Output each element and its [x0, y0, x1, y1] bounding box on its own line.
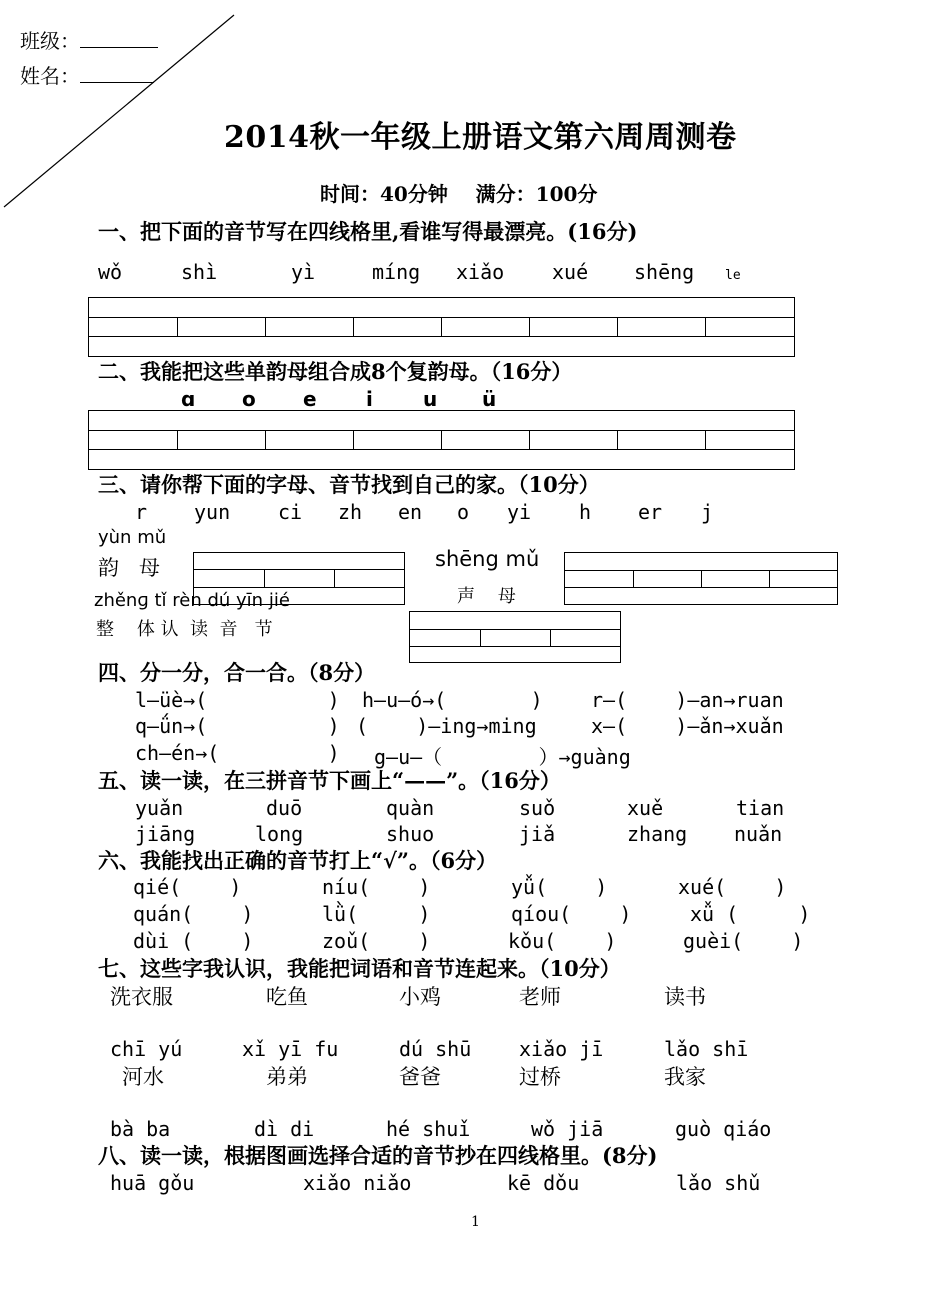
q4-heading: 四、分一分，合一合。（8分） [98, 660, 376, 685]
q7-pinyin: xǐ yī fu [242, 1037, 339, 1061]
q4-item: h—u—ó→( ) [362, 688, 543, 712]
q5-syllable: tian [736, 796, 785, 820]
q6-item: guèi( ) [683, 929, 804, 953]
q7-word: 小鸡 [399, 985, 441, 1009]
q7-word: 过桥 [519, 1065, 561, 1089]
q1-syllable: shēng [634, 260, 695, 284]
q5-syllable: zhang [627, 822, 688, 846]
q2-four-line-grid[interactable] [88, 410, 795, 470]
q8-syllable: huā gǒu [110, 1171, 195, 1195]
q6-item: lǜ( ) [322, 902, 431, 926]
q7-word: 老师 [519, 985, 561, 1009]
q6-item: kǒu( ) [508, 929, 617, 953]
q7-heading: 七、这些字我认识，我能把词语和音节连起来。（10分） [98, 956, 621, 981]
q2-heading: 二、我能把这些单韵母组合成8个复韵母。（16分） [98, 359, 573, 384]
q5-syllable: shuo [386, 822, 435, 846]
q3-zhengti-pinyin: zhěnɡ tǐ rèn dú yīn jié [94, 590, 290, 611]
q4-item: ch—én→( ) [135, 741, 340, 765]
q6-item: xué( ) [678, 875, 787, 899]
q5-syllable: xuě [627, 796, 664, 820]
q4-item: l—üè→( ) [135, 688, 340, 712]
q7-pinyin: hé shuǐ [386, 1117, 471, 1141]
q8-syllable: xiǎo niǎo [303, 1171, 412, 1195]
q6-item: qíou( ) [511, 902, 632, 926]
q7-pinyin: wǒ jiā [531, 1117, 604, 1141]
page-number: 1 [471, 1214, 480, 1230]
q7-word: 吃鱼 [266, 985, 308, 1009]
q2-vowel: o [242, 387, 256, 411]
q7-word: 弟弟 [266, 1065, 308, 1089]
q3-zhengti-house[interactable] [409, 611, 621, 663]
q1-syllable: xiǎo [456, 260, 505, 284]
q5-syllable: duō [266, 796, 303, 820]
q5-syllable: suǒ [519, 796, 556, 820]
q4-item: x—( )—ǎn→xuǎn [591, 714, 784, 738]
q5-syllable: yuǎn [135, 796, 184, 820]
q8-syllable: kē dǒu [507, 1171, 580, 1195]
q3-item: j [701, 500, 714, 524]
q1-heading: 一、把下面的音节写在四线格里,看谁写得最漂亮。(16分) [98, 219, 638, 244]
q7-pinyin: bà ba [110, 1117, 171, 1141]
q7-word: 读书 [664, 985, 706, 1009]
q6-item: qié( ) [133, 875, 242, 899]
q7-word: 河水 [122, 1065, 164, 1089]
q3-item: er [638, 500, 663, 524]
name-label: 姓名： [20, 60, 154, 89]
q2-vowel: e [303, 387, 317, 411]
q6-item: quán( ) [133, 902, 254, 926]
q3-item: zh [338, 500, 363, 524]
q8-heading: 八、读一读，根据图画选择合适的音节抄在四线格里。(8分) [98, 1143, 658, 1168]
q5-syllable: quàn [386, 796, 435, 820]
q3-shengmu-label: 声 母 [457, 586, 516, 607]
q7-word: 洗衣服 [110, 985, 173, 1009]
q5-syllable: jiǎ [519, 822, 556, 846]
q4-item: ( )—ing→ming [356, 714, 537, 738]
q1-syllable: wǒ [98, 260, 123, 284]
q3-item: ci [278, 500, 303, 524]
q3-shengmu-house[interactable] [564, 552, 838, 605]
page-title: 2014秋一年级上册语文第六周周测卷 [224, 120, 737, 155]
q5-syllable: nuǎn [734, 822, 783, 846]
q6-item: níu( ) [322, 875, 431, 899]
q8-syllable: lǎo shǔ [676, 1171, 761, 1195]
q1-syllable: yì [291, 260, 316, 284]
q3-heading: 三、请你帮下面的字母、音节找到自己的家。（10分） [98, 472, 600, 497]
binding-diagonal-line [0, 0, 240, 215]
q7-pinyin: dì di [254, 1117, 315, 1141]
q3-item: h [579, 500, 592, 524]
q7-pinyin: guò qiáo [675, 1117, 772, 1141]
q4-item: q—ǘn→( ) [135, 714, 340, 738]
q6-item: dùi ( ) [133, 929, 254, 953]
q6-heading: 六、我能找出正确的音节打上“√”。（6分） [98, 848, 498, 873]
q4-item: r—( )—an→ruan [591, 688, 784, 712]
q3-item: yun [194, 500, 231, 524]
q1-syllable: le [725, 268, 741, 283]
q3-yunmu-pinyin: yùn mǔ [98, 527, 167, 548]
q5-syllable: jiāng [135, 822, 196, 846]
q5-syllable: long [255, 822, 304, 846]
q1-syllable: xué [552, 260, 589, 284]
q7-pinyin: chī yú [110, 1037, 183, 1061]
q7-pinyin: xiǎo jī [519, 1037, 604, 1061]
q3-item: o [457, 500, 470, 524]
q2-vowel: ɑ [181, 387, 196, 411]
exam-time-and-score: 时间：40分钟 满分：100分 [320, 182, 598, 206]
q5-heading: 五、读一读，在三拼音节下画上“——”。（16分） [98, 768, 561, 793]
q6-item: zoǔ( ) [322, 929, 431, 953]
q3-item: en [398, 500, 423, 524]
q7-word: 我家 [664, 1065, 706, 1089]
q7-pinyin: dú shū [399, 1037, 472, 1061]
q3-item: r [135, 500, 148, 524]
q3-item: yi [507, 500, 532, 524]
q2-vowel: u [423, 387, 438, 411]
q3-zhengti-label: 整 体 认 读 音 节 [96, 619, 273, 640]
q3-shengmu-pinyin: shēng mǔ [435, 547, 540, 571]
q4-item: g—u—（ ）→guàng [374, 745, 631, 769]
q1-syllable: míng [372, 260, 421, 284]
q7-word: 爸爸 [399, 1065, 441, 1089]
q7-pinyin: lǎo shī [664, 1037, 749, 1061]
q6-item: yǚ( ) [511, 875, 608, 899]
q1-four-line-grid[interactable] [88, 297, 795, 357]
class-label: 班级： [20, 25, 158, 54]
q2-vowel: i [366, 387, 373, 411]
q3-yunmu-label: 韵 母 [98, 556, 161, 580]
q2-vowel: ü [482, 387, 497, 411]
q6-item: xǚ ( ) [690, 902, 811, 926]
q1-syllable: shì [181, 260, 218, 284]
